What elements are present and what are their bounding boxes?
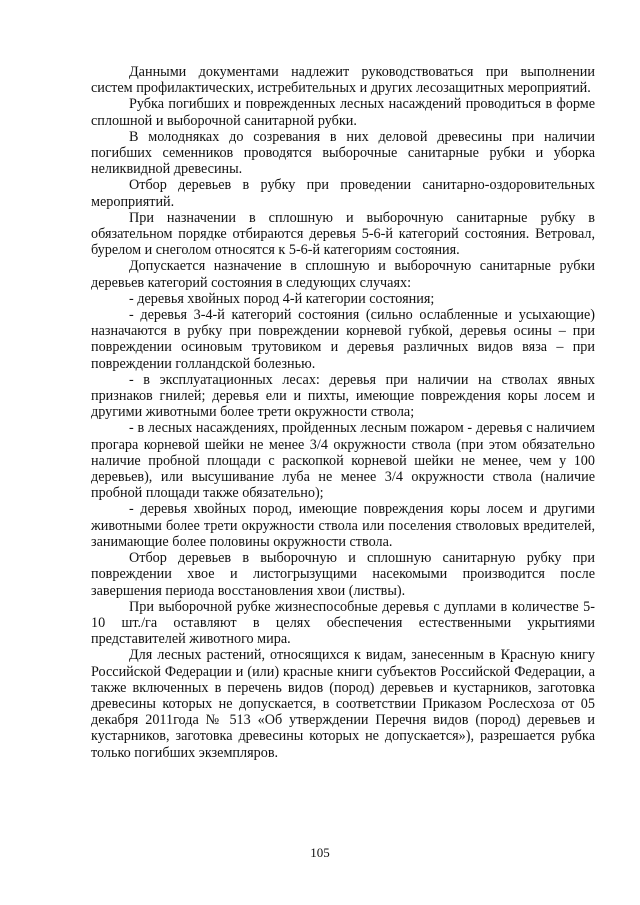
list-item: - в эксплуатационных лесах: деревья при наличии на стволах явных признаков гнилей; деревья ели и пихты, имеющие повреждения коры лосем и другими животными более трети окружности ствола; [91, 371, 595, 421]
list-item: - деревья хвойных пород, имеющие повреждения коры лосем и другими животными более трети окружности ствола или поселения стволовых вредителей, занимающие более половины окружности ствола. [91, 501, 595, 550]
list-item: - деревья хвойных пород 4-й категории состояния; [129, 290, 435, 307]
paragraph: При выборочной рубке жизнеспособные деревья с дуплами в количестве 5-10 шт./га оставляют в целях обеспечения естественными укрытиями представителей животного мира. [91, 598, 595, 648]
list-item: - деревья 3-4-й категорий состояния (сильно ослабленные и усыхающие) назначаются в рубку при повреждении корневой губкой, деревья осины – при повреждении осиновым трутовиком и деревья различных видов вяза – при повреждении голландской болезнью. [91, 307, 595, 372]
paragraph: Отбор деревьев в рубку при проведении санитарно-оздоровительных мероприятий. [91, 177, 595, 210]
paragraph: Рубка погибших и поврежденных лесных насаждений проводиться в форме сплошной и выборочной санитарной рубки. [91, 96, 595, 129]
page-number: 105 [310, 845, 330, 860]
paragraph: Отбор деревьев в выборочную и сплошную санитарную рубку при повреждении хвое и листогрызущими насекомыми производится после завершения периода восстановления хвои (листвы). [91, 550, 595, 599]
paragraph: В молодняках до созревания в них деловой древесины при наличии погибших семенников проводятся выборочные санитарные рубки и уборка неликвидной древесины. [91, 128, 595, 178]
paragraph: Данными документами надлежит руководствоваться при выполнении систем профилактических, истребительных и других лесозащитных мероприятий. [91, 64, 595, 97]
paragraph: Допускается назначение в сплошную и выборочную санитарные рубки деревьев категорий состояния в следующих случаях: [91, 258, 595, 291]
document-body [91, 64, 595, 761]
list-item: - в лесных насаждениях, пройденных лесным пожаром - деревья с наличием прогара корневой шейки не менее 3/4 окружности ствола (при этом обязательно наличие пробной площади с раскопкой корневой шейки не менее, чем у 100 деревьев), или высушивание луба не менее 3/4 окружности ствола (наличие пробной площади также обязательно); [91, 420, 595, 502]
paragraph: При назначении в сплошную и выборочную санитарные рубку в обязательном порядке отбираются деревья 5-6-й категорий состояния. Ветровал, бурелом и снеголом относятся к 5-6-й категориям состояния. [91, 209, 595, 259]
paragraph: Для лесных растений, относящихся к видам, занесенным в Красную книгу Российской Федерации и (или) красные книги субъектов Российской Федерации, а также включенных в перечень видов (пород) деревьев и кустарников, заготовка древесины которых не допускается, в соответствии Приказом Рослесхоза от 05 декабря 2011года № 513 «Об утверждении Перечня видов (пород) деревьев и кустарников, заготовка древесины которых не допускается»), разрешается рубка только погибших экземпляров. [91, 647, 595, 761]
